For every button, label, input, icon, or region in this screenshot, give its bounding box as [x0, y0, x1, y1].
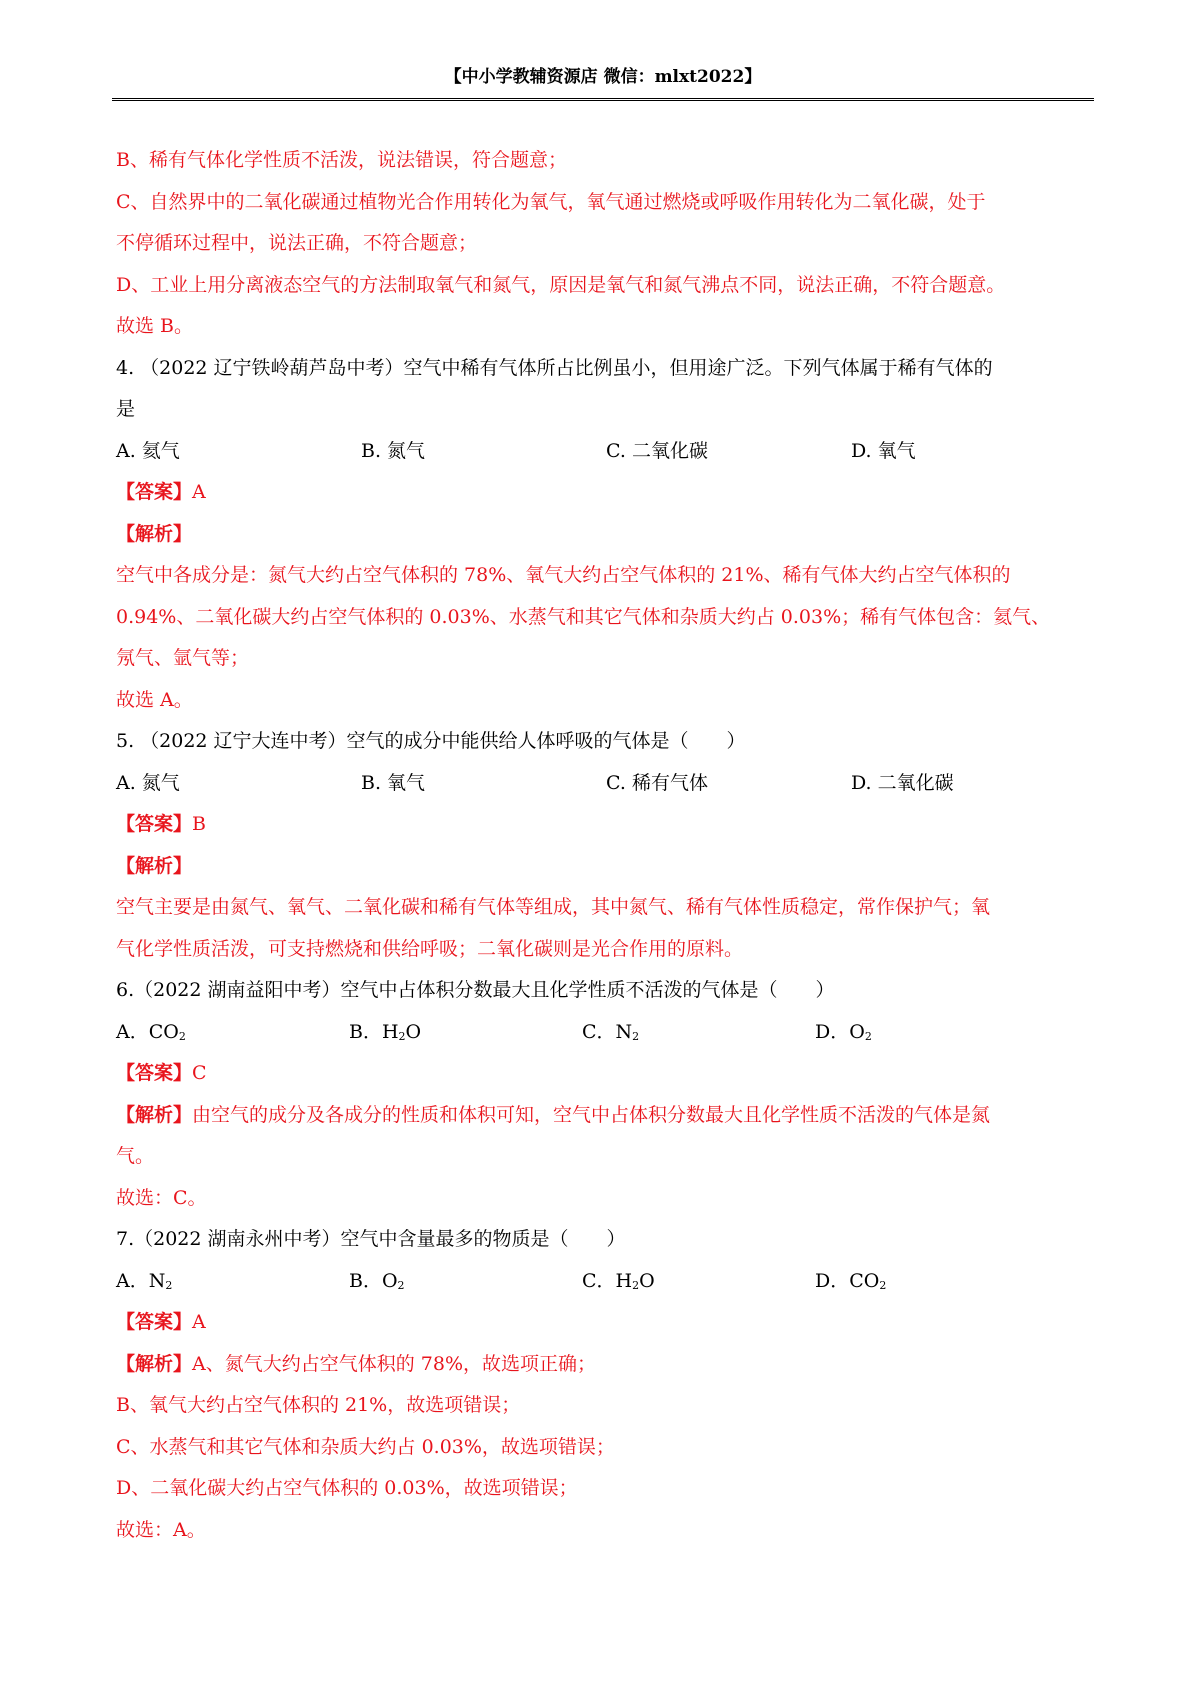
q4-analysis-line2: 0.94%、二氧化碳大约占空气体积的 0.03%、水蒸气和其它气体和杂质大约占 0.03%；稀有气体包含：氦气、: [116, 605, 1051, 628]
answer-tag: 【答案】: [116, 813, 193, 835]
q7-analysis-a-text: A、氮气大约占空气体积的 78%，故选项正确；: [192, 1352, 597, 1375]
q4-analysis-line3: 氖气、氩气等；: [116, 647, 250, 669]
q4-option-c: C. 二氧化碳: [606, 439, 708, 462]
q6-analysis-line2: 气。: [116, 1145, 155, 1167]
analysis-tag: 【解析】: [116, 522, 193, 545]
q5-analysis-line1: 空气主要是由氮气、氧气、二氧化碳和稀有气体等组成，其中氮气、稀有气体性质稳定，常作保护气；氧: [116, 896, 991, 918]
q7-option-d: D．$CO_2$: [815, 1269, 887, 1292]
q7-analysis-c: C、水蒸气和其它气体和杂质大约占 0.03%，故选项错误；: [116, 1435, 615, 1458]
q5-answer-value: B: [192, 813, 206, 835]
q7-stem: 7.（2022 湖南永州中考）空气中含量最多的物质是（ ）: [116, 1228, 626, 1250]
q6-option-b: B．$H_2O$: [349, 1020, 422, 1043]
q4-option-a: A. 氦气: [116, 439, 180, 462]
q4-stem-line2: 是: [116, 398, 136, 420]
q5-analysis-line2: 气化学性质活泼，可支持燃烧和供给呼吸；二氧化碳则是光合作用的原料。: [116, 937, 744, 960]
q7-answer-value: A: [192, 1311, 206, 1333]
q3-analysis-c-line1: C、自然界中的二氧化碳通过植物光合作用转化为氧气，氧气通过燃烧或呼吸作用转化为二氧化碳，处于: [116, 190, 986, 213]
q3-analysis-d: D、工业上用分离液态空气的方法制取氧气和氮气，原因是氧气和氮气沸点不同，说法正确，不符合题意。: [116, 273, 1006, 296]
q7-choice: 故选：A。: [116, 1518, 206, 1541]
q5-analysis-heading: [116, 846, 1096, 888]
q6-analysis-line1: [116, 1095, 1096, 1137]
q7-option-a: A．$N_2$: [116, 1269, 173, 1292]
q7-analysis-b: B、氧气大约占空气体积的 21%，故选项错误；: [116, 1394, 521, 1416]
page-header: 【中小学教辅资源店 微信：mlxt2022】: [444, 67, 762, 87]
q5-option-d: D. 二氧化碳: [851, 771, 954, 794]
q7-answer: [116, 1302, 1096, 1344]
q7-option-c: C．$H_2O$: [582, 1269, 655, 1292]
q6-options: [116, 1012, 1096, 1054]
q6-stem: 6.（2022 湖南益阳中考）空气中占体积分数最大且化学性质不活泼的气体是（ ）: [116, 979, 835, 1001]
q4-choice: 故选 A。: [116, 688, 193, 711]
analysis-tag: 【解析】: [116, 1352, 193, 1375]
q3-choice: 故选 B。: [116, 315, 194, 337]
q7-option-b: B．$O_2$: [349, 1269, 405, 1292]
q4-answer-value: A: [192, 481, 206, 503]
q3-analysis-c-line2: 不停循环过程中，说法正确，不符合题意；: [116, 232, 478, 254]
answer-tag: 【答案】: [116, 481, 193, 503]
document-body: [116, 140, 1096, 1551]
q5-option-b: B. 氧气: [361, 771, 426, 794]
q5-option-c: C. 稀有气体: [606, 771, 708, 794]
answer-tag: 【答案】: [116, 1311, 193, 1333]
q6-option-c: C．$N_2$: [582, 1020, 640, 1043]
q3-analysis-b: B、稀有气体化学性质不活泼，说法错误，符合题意；: [116, 149, 567, 171]
analysis-tag: 【解析】: [116, 854, 193, 877]
answer-tag: 【答案】: [116, 1062, 193, 1084]
q7-analysis-a: [116, 1344, 1096, 1386]
q6-option-a: A．$CO_2$: [116, 1020, 186, 1043]
q4-analysis-line1: 空气中各成分是：氮气大约占空气体积的 78%、氧气大约占空气体积的 21%、稀有气体大约占空气体积的: [116, 564, 1011, 586]
q4-answer: [116, 472, 1096, 514]
q6-analysis-text: 由空气的成分及各成分的性质和体积可知，空气中占体积分数最大且化学性质不活泼的气体是氮: [192, 1103, 991, 1126]
header-rule: [112, 98, 1094, 101]
q5-options: [116, 763, 1096, 805]
q4-options: [116, 431, 1096, 473]
q4-option-b: B. 氮气: [361, 439, 426, 462]
q4-analysis-heading: [116, 514, 1096, 556]
q4-stem-line1: 4. （2022 辽宁铁岭葫芦岛中考）空气中稀有气体所占比例虽小，但用途广泛。下列气体属于稀有气体的: [116, 356, 993, 379]
q6-choice: 故选：C。: [116, 1186, 207, 1209]
q6-answer: [116, 1053, 1096, 1095]
q6-answer-value: C: [192, 1062, 207, 1084]
q7-options: [116, 1261, 1096, 1303]
q4-option-d: D. 氧气: [851, 439, 916, 462]
q5-answer: [116, 804, 1096, 846]
analysis-tag: 【解析】: [116, 1103, 193, 1126]
q5-stem: 5. （2022 辽宁大连中考）空气的成分中能供给人体呼吸的气体是（ ）: [116, 730, 746, 752]
q7-analysis-d: D、二氧化碳大约占空气体积的 0.03%，故选项错误；: [116, 1477, 578, 1499]
q5-option-a: A. 氮气: [116, 771, 180, 794]
q6-option-d: D．$O_2$: [815, 1020, 872, 1043]
